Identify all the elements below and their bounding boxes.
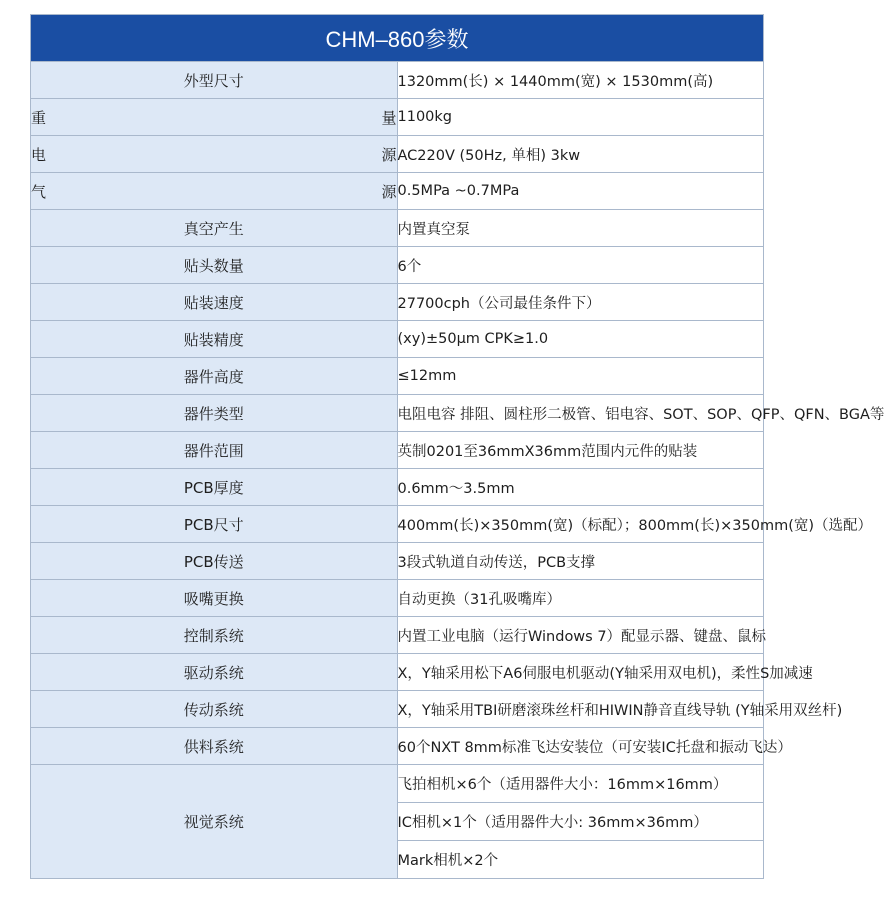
table-row	[31, 395, 764, 432]
table-title: CHM–860参数	[31, 15, 764, 62]
row-label-air: 气 源	[31, 173, 398, 210]
table-row	[31, 691, 764, 728]
row-label-height: 器件高度	[31, 358, 398, 395]
table-row	[31, 99, 764, 136]
table-row	[31, 654, 764, 691]
row-label-drive: 驱动系统	[31, 654, 398, 691]
table-row	[31, 728, 764, 765]
row-label-head-count: 贴头数量	[31, 247, 398, 284]
row-value-nozzle: 自动更换（31孔吸嘴库）	[397, 580, 764, 617]
row-label-weight: 重 量	[31, 99, 398, 136]
row-value-feeder: 60个NXT 8mm标准飞达安装位（可安装IC托盘和振动飞达）	[397, 728, 764, 765]
table-row	[31, 580, 764, 617]
table-row	[31, 358, 764, 395]
table-row	[31, 432, 764, 469]
row-value-range: 英制0201至36mmX36mm范围内元件的贴装	[397, 432, 764, 469]
row-label-accuracy: 贴装精度	[31, 321, 398, 358]
row-value-transmission: X，Y轴采用TBI研磨滚珠丝杆和HIWIN静音直线导轨 (Y轴采用双丝杆)	[397, 691, 764, 728]
row-label-power: 电 源	[31, 136, 398, 173]
row-value-vacuum: 内置真空泵	[397, 210, 764, 247]
table-row	[31, 173, 764, 210]
row-label-pcb-thickness: PCB厚度	[31, 469, 398, 506]
row-value-vision-ic-camera: IC相机×1个（适用器件大小: 36mm×36mm）	[397, 803, 764, 841]
row-value-accuracy: (xy)±50μm CPK≥1.0	[397, 321, 764, 358]
table-row	[31, 543, 764, 580]
table-row	[31, 506, 764, 543]
table-row	[31, 247, 764, 284]
row-label-nozzle: 吸嘴更换	[31, 580, 398, 617]
row-value-types: 电阻电容 排阻、圆柱形二极管、铝电容、SOT、SOP、QFP、QFN、BGA等	[397, 395, 764, 432]
row-label-vacuum: 真空产生	[31, 210, 398, 247]
row-value-vision-mark-camera: Mark相机×2个	[397, 841, 764, 879]
row-value-control: 内置工业电脑（运行Windows 7）配显示器、键盘、鼠标	[397, 617, 764, 654]
spec-table	[30, 14, 884, 879]
row-label-transmission: 传动系统	[31, 691, 398, 728]
table-row	[31, 62, 764, 99]
row-value-height: ≤12mm	[397, 358, 764, 395]
table-row	[31, 321, 764, 358]
row-value-pcb-thickness: 0.6mm～3.5mm	[397, 469, 764, 506]
table-row	[31, 765, 764, 803]
row-value-drive: X，Y轴采用松下A6伺服电机驱动(Y轴采用双电机)，柔性S加减速	[397, 654, 764, 691]
row-label-feeder: 供料系统	[31, 728, 398, 765]
row-label-vision: 视觉系统	[31, 765, 398, 879]
table-row	[31, 617, 764, 654]
row-value-air: 0.5MPa ~0.7MPa	[397, 173, 764, 210]
row-label-range: 器件范围	[31, 432, 398, 469]
row-value-pcb-transfer: 3段式轨道自动传送，PCB支撑	[397, 543, 764, 580]
table-row	[31, 284, 764, 321]
row-label-types: 器件类型	[31, 395, 398, 432]
row-value-pcb-size: 400mm(长)×350mm(宽)（标配）；800mm(长)×350mm(宽)（选配）	[397, 506, 764, 543]
row-label-pcb-size: PCB尺寸	[31, 506, 398, 543]
table-row	[31, 210, 764, 247]
row-value-vision-flying-camera: 飞拍相机×6个（适用器件大小：16mm×16mm）	[397, 765, 764, 803]
table-row	[31, 469, 764, 506]
row-label-pcb-transfer: PCB传送	[31, 543, 398, 580]
row-value-weight: 1100kg	[397, 99, 764, 136]
row-label-control: 控制系统	[31, 617, 398, 654]
row-value-power: AC220V (50Hz, 单相) 3kw	[397, 136, 764, 173]
row-label-dimensions: 外型尺寸	[31, 62, 398, 99]
row-value-speed: 27700cph（公司最佳条件下）	[397, 284, 764, 321]
row-value-head-count: 6个	[397, 247, 764, 284]
table-row	[31, 136, 764, 173]
row-label-speed: 贴装速度	[31, 284, 398, 321]
row-value-dimensions: 1320mm(长) × 1440mm(宽) × 1530mm(高)	[397, 62, 764, 99]
